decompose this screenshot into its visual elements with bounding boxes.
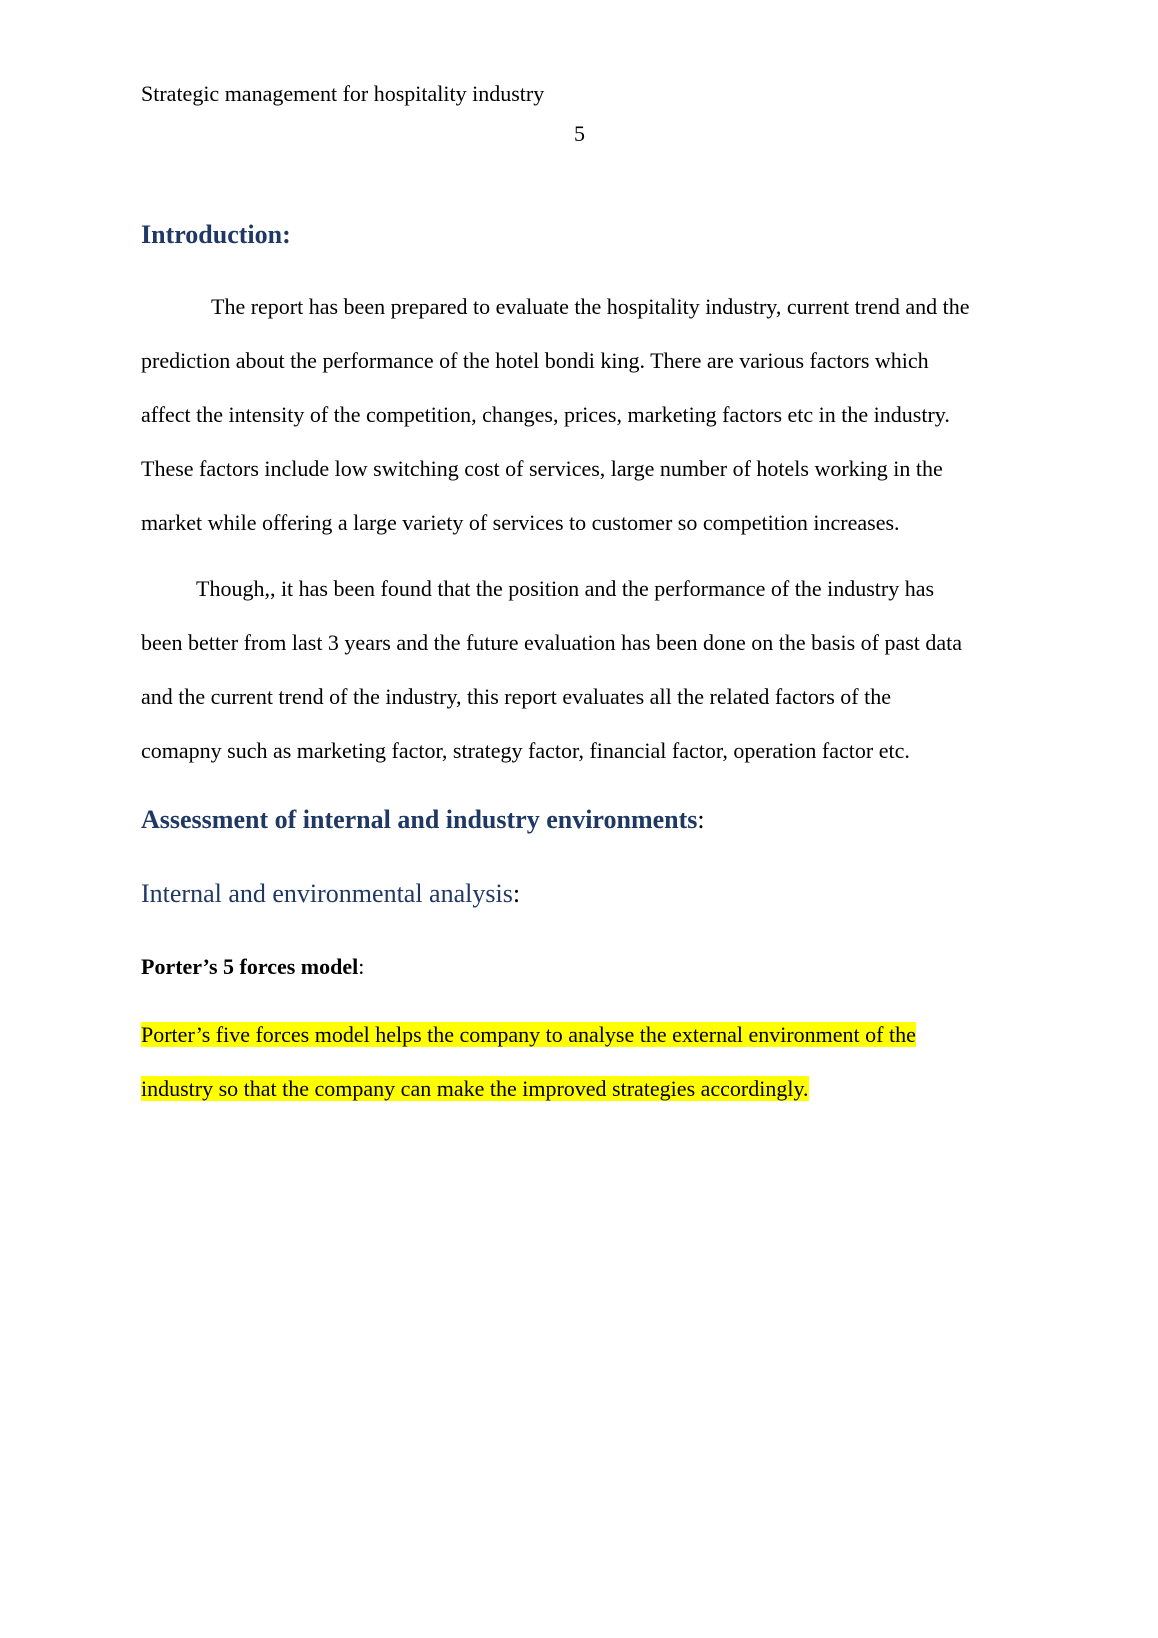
page-number: 5 [574,121,585,146]
porter-heading-text: Porter’s 5 forces model [141,954,359,979]
intro-para2-line4: comapny such as marketing factor, strategy factor, financial factor, operation factor etc. [141,738,910,763]
porter-para-line1-text: Porter’s five forces model helps the company to analyse the external environment of the [141,1022,916,1047]
header-title: Strategic management for hospitality industry [141,81,545,106]
assessment-heading-text: Assessment of internal and industry environments [141,805,698,834]
porter-heading-colon: : [358,954,365,979]
intro-para2-line3: and the current trend of the industry, this report evaluates all the related factors of the [141,684,891,709]
intro-para1-line4: These factors include low switching cost of services, large number of hotels working in the [141,456,943,481]
porter-para-line2 [141,1074,809,1104]
intro-para1-line2: prediction about the performance of the hotel bondi king. There are various factors which [141,348,929,373]
intro-para2-line1: Though,, it has been found that the position and the performance of the industry has [196,576,935,601]
analysis-subheading [141,877,520,911]
intro-para1-line1: The report has been prepared to evaluate the hospitality industry, current trend and the [211,294,970,319]
analysis-subheading-text: Internal and environmental analysis [141,879,513,908]
intro-para1-line5: market while offering a large variety of services to customer so competition increases. [141,510,900,535]
porter-para-line2-text: industry so that the company can make the improved strategies accordingly. [141,1076,809,1101]
assessment-heading-colon: : [697,805,705,834]
analysis-subheading-colon: : [512,879,521,908]
porter-para-line1 [141,1020,916,1050]
assessment-heading [141,803,705,837]
intro-para1-line3: affect the intensity of the competition, changes, prices, marketing factors etc in the industry. [141,402,950,427]
intro-para2-line2: been better from last 3 years and the future evaluation has been done on the basis of past data [141,630,963,655]
introduction-heading: Introduction: [141,220,291,249]
porter-heading [141,952,364,982]
